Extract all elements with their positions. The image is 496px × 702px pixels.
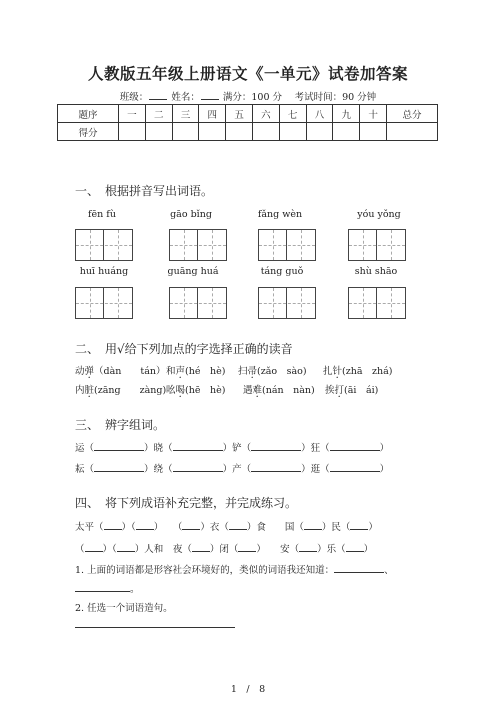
answer-blank[interactable] <box>330 462 380 472</box>
answer-blank[interactable] <box>94 441 144 451</box>
score-header-cell: 八 <box>306 105 333 123</box>
score-table-header-row <box>58 105 438 123</box>
score-cell[interactable] <box>119 123 146 141</box>
section4-heading: 四、 将下列成语补充完整，并完成练习。 <box>75 496 298 510</box>
score-header-cell: 一 <box>119 105 146 123</box>
score-cell[interactable] <box>199 123 226 141</box>
score-cell[interactable] <box>360 123 387 141</box>
answer-blank[interactable] <box>104 520 122 530</box>
question-1: 1. 上面的词语都是形容社会环境好的，类似的词语我还知道： 、 <box>75 565 394 576</box>
answer-blank[interactable] <box>299 542 317 552</box>
answer-blank[interactable] <box>136 520 154 530</box>
score-header-cell: 五 <box>226 105 253 123</box>
pinyin-label: huī huáng <box>79 266 129 277</box>
writing-grid[interactable] <box>169 229 227 261</box>
section2-heading: 二、 用√给下列加点的字选择正确的读音 <box>75 342 293 356</box>
score-cell[interactable] <box>252 123 279 141</box>
answer-blank[interactable] <box>251 462 301 472</box>
reading-item[interactable]: 扫帚(zǎo sào) <box>238 366 307 377</box>
answer-blank[interactable] <box>173 462 223 472</box>
score-header-cell: 四 <box>199 105 226 123</box>
writing-grid[interactable] <box>258 287 316 319</box>
class-label: 班级： <box>119 92 149 103</box>
writing-grid[interactable] <box>258 229 316 261</box>
answer-blank[interactable] <box>85 542 103 552</box>
writing-grid[interactable] <box>75 287 133 319</box>
answer-blank[interactable] <box>334 563 384 573</box>
score-row-label: 得分 <box>58 123 119 141</box>
score-cell[interactable] <box>226 123 253 141</box>
reading-item[interactable]: 和声(hé hè) <box>166 366 226 377</box>
score-header-cell: 七 <box>279 105 306 123</box>
pinyin-label: táng guǒ <box>260 266 304 277</box>
answer-blank[interactable] <box>192 542 210 552</box>
pinyin-label: shù shāo <box>354 266 398 277</box>
pinyin-label: fēn fù <box>88 209 116 220</box>
score-table <box>57 104 438 141</box>
reading-item[interactable]: 内脏(zāng zàng) <box>75 385 167 396</box>
reading-item[interactable]: 扎针(zhā zhá) <box>323 366 393 377</box>
exam-info <box>0 89 496 103</box>
score-header-cell: 十 <box>360 105 387 123</box>
score-cell[interactable] <box>387 123 438 141</box>
pinyin-label: yóu yǒng <box>357 209 401 220</box>
score-table-score-row <box>58 123 438 141</box>
score-header-cell: 六 <box>252 105 279 123</box>
answer-blank[interactable] <box>173 441 223 451</box>
score-header-cell: 三 <box>172 105 199 123</box>
writing-grid[interactable] <box>75 229 133 261</box>
score-header-cell: 二 <box>145 105 172 123</box>
answer-line[interactable] <box>75 627 235 628</box>
page-number: 1 / 8 <box>230 684 266 695</box>
writing-grid[interactable] <box>169 287 227 319</box>
score-header-cell: 九 <box>333 105 360 123</box>
reading-item[interactable]: 挨打(āi ái) <box>325 385 379 396</box>
time-label: 考试时间：90 分钟 <box>294 92 377 103</box>
answer-blank[interactable] <box>229 520 247 530</box>
score-cell[interactable] <box>306 123 333 141</box>
reading-item[interactable]: 遇难(nán nàn) <box>243 385 315 396</box>
pinyin-label: gāo bǐng <box>170 209 212 220</box>
writing-grid[interactable] <box>348 287 406 319</box>
answer-blank[interactable] <box>251 441 301 451</box>
page-title: 人教版五年级上册语文《一单元》试卷加答案 <box>87 64 408 83</box>
pinyin-label: fǎng wèn <box>257 209 303 220</box>
answer-blank[interactable] <box>304 520 322 530</box>
score-label: 满分：100 分 <box>222 92 283 103</box>
answer-blank[interactable] <box>94 462 144 472</box>
reading-item[interactable]: 动弹（dàn tán） <box>75 366 166 377</box>
writing-grid[interactable] <box>348 229 406 261</box>
score-header-cell: 总分 <box>387 105 438 123</box>
class-blank <box>149 91 167 100</box>
word-row: 运（ ）晓（ ）铲（ ）狂（ ） <box>75 443 390 454</box>
answer-blank[interactable] <box>238 542 256 552</box>
score-cell[interactable] <box>279 123 306 141</box>
name-blank <box>201 91 219 100</box>
answer-blank[interactable] <box>346 542 364 552</box>
answer-blank[interactable] <box>350 520 368 530</box>
score-cell[interactable] <box>333 123 360 141</box>
score-header-cell: 题序 <box>58 105 119 123</box>
pinyin-label: guāng huá <box>167 266 219 277</box>
score-cell[interactable] <box>172 123 199 141</box>
section3-heading: 三、 辨字组词。 <box>75 418 166 432</box>
answer-blank[interactable] <box>330 441 380 451</box>
word-row: 耘（ ）绕（ ）产（ ）逛（ ） <box>75 464 390 475</box>
question-2: 2. 任选一个词语造句。 <box>75 603 173 614</box>
reading-item[interactable]: 吆喝(hē hè) <box>166 385 226 396</box>
name-label: 姓名： <box>171 92 200 103</box>
score-cell[interactable] <box>145 123 172 141</box>
question-1-continued: 。 <box>75 581 140 595</box>
answer-blank[interactable] <box>117 542 135 552</box>
answer-blank[interactable] <box>75 582 130 592</box>
idiom-row: （ ）（ ）人和 夜（ ）闭（ ） 安（ ）乐（ ） <box>75 544 374 555</box>
section1-heading: 一、 根据拼音写出词语。 <box>75 184 214 198</box>
answer-blank[interactable] <box>182 520 200 530</box>
idiom-row: 太平（ ）（ ） （ ）衣（ ）食 国（ ）民（ ） <box>75 522 378 533</box>
